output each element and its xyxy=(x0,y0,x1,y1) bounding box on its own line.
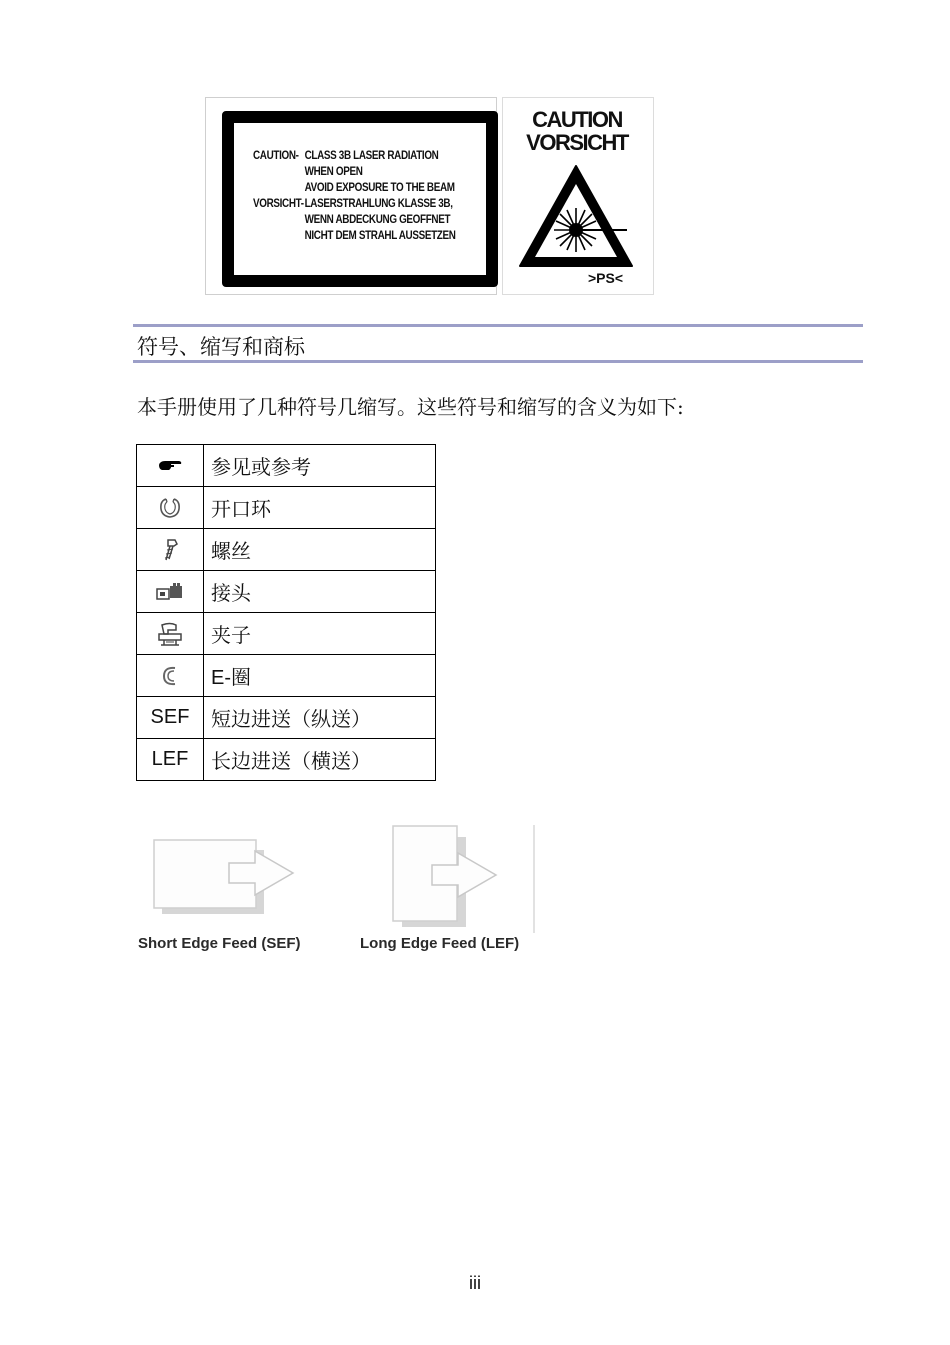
symbols-table xyxy=(136,444,436,781)
meaning-cell: 螺丝 xyxy=(204,529,436,571)
meaning-cell: 夹子 xyxy=(204,613,436,655)
clamp-icon xyxy=(156,621,184,647)
abbreviation-cell: SEF xyxy=(137,697,204,739)
table-row xyxy=(137,445,436,487)
meaning-cell: 短边进送（纵送） xyxy=(204,697,436,739)
page-number: iii xyxy=(469,1273,481,1293)
pointing-hand-icon xyxy=(157,458,183,474)
vorsicht-line: WENN ABDECKUNG GEOFFNET xyxy=(304,214,451,226)
symbol-cell xyxy=(137,445,204,487)
symbol-cell xyxy=(137,571,204,613)
caution-sign-title xyxy=(505,108,649,154)
meaning-cell: 开口环 xyxy=(204,487,436,529)
symbol-cell xyxy=(137,487,204,529)
meaning-cell: 长边进送（横送） xyxy=(204,739,436,781)
e-ring-label: E-圈 xyxy=(211,667,251,689)
e-ring-icon xyxy=(160,665,180,687)
meaning-cell: 接头 xyxy=(204,571,436,613)
table-row xyxy=(137,613,436,655)
meaning-cell: 参见或参考 xyxy=(204,445,436,487)
section-rule-top xyxy=(133,324,863,327)
caution-line: WHEN OPEN xyxy=(304,166,363,178)
table-row xyxy=(137,529,436,571)
meaning-cell xyxy=(204,655,436,697)
vorsicht-line: NICHT DEM STRAHL AUSSETZEN xyxy=(304,230,456,242)
ps-marking: >PS< xyxy=(588,270,624,286)
section-rule-bottom xyxy=(133,360,863,363)
table-row xyxy=(137,571,436,613)
laser-warning-triangle-icon xyxy=(515,160,637,272)
table-row xyxy=(137,739,436,781)
abbreviation-cell: LEF xyxy=(137,739,204,781)
vorsicht-prefix: VORSICHT- xyxy=(253,198,304,210)
screw-icon xyxy=(160,537,180,563)
lef-diagram xyxy=(388,823,538,935)
symbol-cell xyxy=(137,613,204,655)
symbol-cell xyxy=(137,655,204,697)
connector-icon xyxy=(155,581,185,603)
laser-warning-text xyxy=(253,148,456,244)
section-title: 符号、缩写和商标 xyxy=(137,335,305,359)
caution-prefix: CAUTION- xyxy=(253,150,299,162)
symbol-cell xyxy=(137,529,204,571)
sef-caption: Short Edge Feed (SEF) xyxy=(138,935,301,952)
c-ring-icon xyxy=(158,496,182,520)
caution-word: CAUTION xyxy=(532,107,622,132)
table-row xyxy=(137,697,436,739)
lef-caption: Long Edge Feed (LEF) xyxy=(360,935,520,952)
table-row xyxy=(137,487,436,529)
caution-line: AVOID EXPOSURE TO THE BEAM xyxy=(304,182,455,194)
sef-diagram xyxy=(140,828,320,920)
intro-paragraph: 本手册使用了几种符号几缩写。这些符号和缩写的含义为如下: xyxy=(137,395,684,419)
table-row xyxy=(137,655,436,697)
vorsicht-word: VORSICHT xyxy=(526,130,628,155)
caution-line: CLASS 3B LASER RADIATION xyxy=(304,150,439,162)
vorsicht-line: LASERSTRAHLUNG KLASSE 3B, xyxy=(304,198,453,210)
